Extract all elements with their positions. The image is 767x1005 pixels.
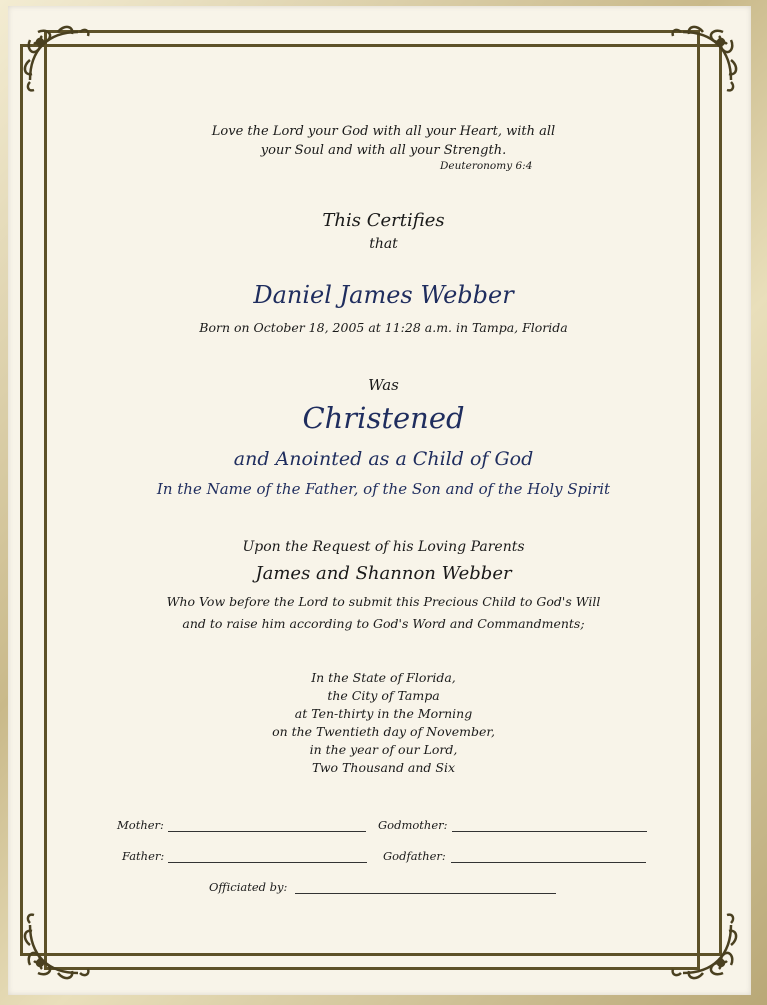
trinity-line: In the Name of the Father, of the Son and of the Holy Spirit	[156, 480, 611, 498]
request-line: Upon the Request of his Loving Parents	[242, 539, 525, 555]
vow-line-1: Who Vow before the Lord to submit this Precious Child to God's Will	[166, 594, 601, 609]
officiated-signature-line	[295, 893, 556, 894]
christened-title: Christened	[302, 401, 465, 435]
father-label: Father:	[122, 849, 165, 863]
place-line: on the Twentieth day of November,	[272, 724, 495, 739]
godmother-label: Godmother:	[378, 818, 448, 832]
place-line: Two Thousand and Six	[311, 760, 456, 775]
verse-line-1: Love the Lord your God with all your Heart, with all	[211, 124, 556, 139]
place-line: at Ten-thirty in the Morning	[294, 706, 473, 721]
verse-line-2: your Soul and with all your Strength.	[260, 143, 507, 158]
birth-line: Born on October 18, 2005 at 11:28 a.m. in Tampa, Florida	[199, 320, 568, 335]
certifies-heading: This Certifies	[322, 210, 445, 231]
anointed-line: and Anointed as a Child of God	[233, 448, 534, 470]
verse-reference: Deuteronomy 6:4	[440, 160, 533, 172]
place-line: In the State of Florida,	[311, 670, 456, 685]
father-signature-line	[168, 862, 367, 863]
place-line: the City of Tampa	[327, 688, 440, 703]
godfather-signature-line	[451, 862, 646, 863]
that-text: that	[369, 236, 398, 252]
officiated-label: Officiated by:	[209, 880, 288, 894]
mother-signature-line	[168, 831, 366, 832]
parents-names: James and Shannon Webber	[255, 563, 512, 584]
vow-line-2: and to raise him according to God's Word and Commandments;	[182, 616, 585, 631]
godmother-signature-line	[452, 831, 647, 832]
was-text: Was	[368, 376, 399, 394]
mother-label: Mother:	[117, 818, 164, 832]
place-line: in the year of our Lord,	[309, 742, 458, 757]
godfather-label: Godfather:	[383, 849, 446, 863]
child-name: Daniel James Webber	[253, 281, 514, 309]
